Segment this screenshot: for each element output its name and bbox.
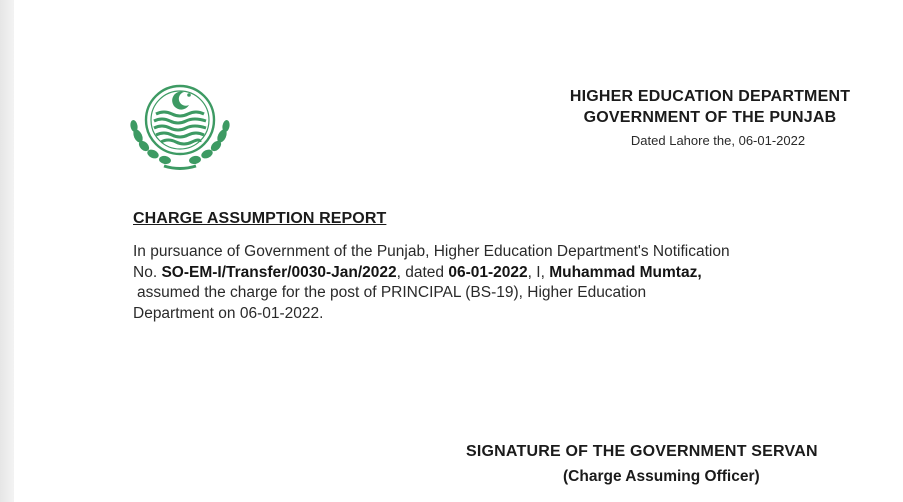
notification-number: SO-EM-I/Transfer/0030-Jan/2022 bbox=[161, 263, 397, 281]
letterhead bbox=[520, 86, 900, 152]
report-title: CHARGE ASSUMPTION REPORT bbox=[133, 210, 387, 227]
punjab-government-emblem-icon bbox=[126, 80, 234, 172]
notification-date: 06-01-2022 bbox=[448, 263, 528, 281]
left-margin-strip bbox=[0, 0, 14, 502]
dated-line: Dated Lahore the, 06-01-2022 bbox=[630, 133, 806, 148]
signature-label: SIGNATURE OF THE GOVERNMENT SERVAN bbox=[466, 443, 818, 460]
notification-prefix: No. bbox=[133, 263, 162, 281]
government-name: GOVERNMENT OF THE PUNJAB bbox=[583, 109, 837, 126]
body-line-3: assumed the charge for the post of PRINCIPAL (BS-19), Higher Education bbox=[137, 284, 647, 301]
body-line-2 bbox=[133, 263, 903, 284]
signature-role: (Charge Assuming Officer) bbox=[563, 468, 760, 485]
department-name: HIGHER EDUCATION DEPARTMENT bbox=[569, 88, 851, 105]
pronoun-text: , I, bbox=[527, 263, 550, 281]
dated-text: , dated bbox=[396, 263, 449, 281]
body-line-1: In pursuance of Government of the Punjab, Higher Education Department's Notification bbox=[133, 243, 730, 260]
body-line-4: Department on 06-01-2022. bbox=[133, 304, 324, 322]
report-body bbox=[133, 242, 903, 324]
officer-name: Muhammad Mumtaz, bbox=[549, 263, 702, 281]
